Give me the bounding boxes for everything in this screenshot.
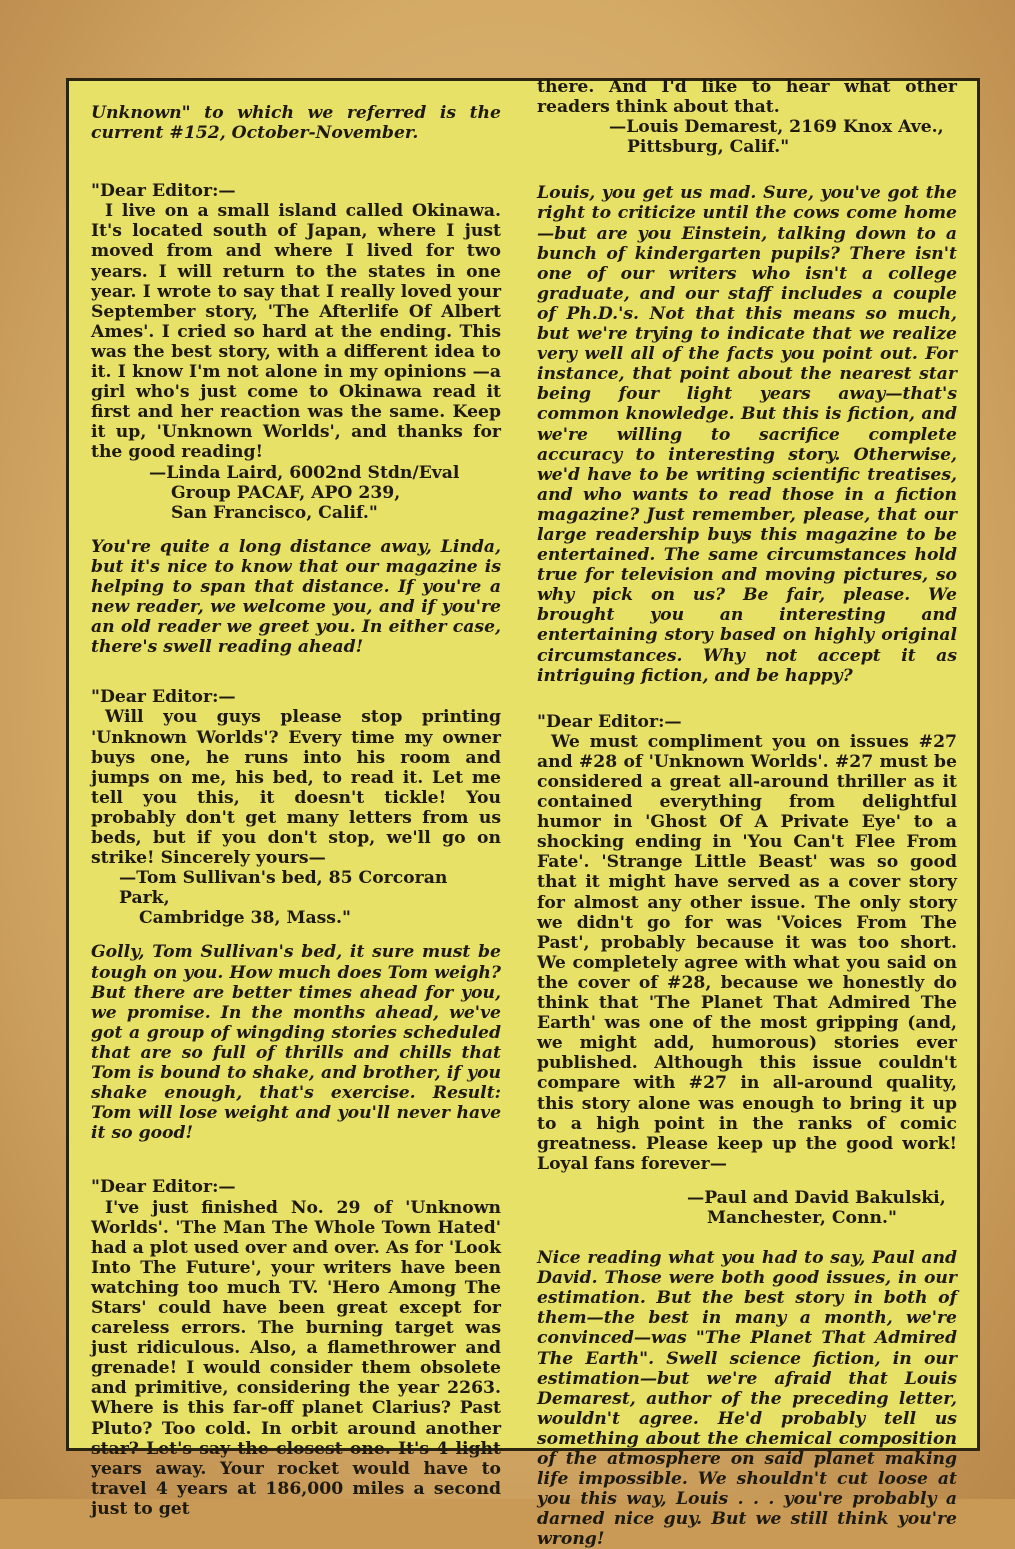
right-column — [537, 77, 957, 1549]
letter3-salutation: "Dear Editor:— — [91, 1177, 236, 1198]
letter1-sig-line1: —Linda Laird, 6002nd Stdn/Eval — [149, 462, 460, 483]
letter1-reply: You're quite a long distance away, Linda, but it's nice to know that our magazine is helping to span that distance. If you're a new reader, we welcome you, and if you're an old reader we greet you. In either case, there's swell reading ahead! — [91, 536, 501, 658]
letters-panel — [66, 77, 980, 1549]
letter4-reply: Nice reading what you had to say, Paul and David. Those were both good issues, in our estimation. But the best story in both of them—the best in many a month, we're convinced—was "The Planet That Admired The Earth". Swell science fiction, in our estimation—but we're afraid that Louis Demarest, author of the preceding letter, wouldn't agree. He'd probably tell us something about the chemical composition of the atmosphere on said planet making life impossible. We shouldn't cut loose at you this way, Louis . . . you're probably a darned nice guy. But we still think you're wrong! — [537, 1248, 957, 1549]
letter1-sig-line3: San Francisco, Calif." — [171, 502, 378, 523]
letter4-salutation: "Dear Editor:— — [537, 711, 682, 732]
letter2-salutation: "Dear Editor:— — [91, 687, 236, 708]
letter3-sig-line2: Pittsburg, Calif." — [627, 137, 790, 158]
letter3-body: I've just finished No. 29 of 'Unknown Worlds'. 'The Man The Whole Town Hated' had a plot used over and over. As for 'Look Into The Future', your writers have been watching too much TV. 'Hero Among The Stars' could have been great except for careless errors. The burning target was just ridiculous. Also, a flamethrower and grenade! I would consider them obsolete and primitive, considering the year 2263. Where is this far-off planet Clarius? Past Pluto? Too cold. In orbit around another star? Let's say the closest one. It's 4 light years away. Your rocket would have to travel 4 years at 186,000 miles a second just to get — [91, 1197, 501, 1519]
letter4-body: We must compliment you on issues #27 and #28 of 'Unknown Worlds'. #27 must be considered a great all-around thriller as it contained everything from delightful humor in 'Ghost Of A Private Eye' to a shocking ending in 'You Can't Flee From Fate'. 'Strange Little Beast' was so good that it might have served as a cover story for almost any other issue. The only story we didn't go for was 'Voices From The Past', probably because it was too short. We completely agree with what you said on the cover of #28, because we honestly do think that 'The Planet That Admired The Earth' was one of the most gripping (and, we might add, humorous) stories ever published. Although this issue couldn't compare with #27 in all-around quality, this story alone was enough to bring it up to a high point in the ranks of comic greatness. Please keep up the good work! Loyal fans forever— — [537, 731, 957, 1174]
letter2-sig-line2: Cambridge 38, Mass." — [139, 908, 351, 929]
letter1-body: I live on a small island called Okinawa. It's located south of Japan, where I just moved from and where I lived for two years. I will return to the states in one year. I wrote to say that I really loved your September story, 'The Afterlife Of Albert Ames'. I cried so hard at the ending. This was the best story, with a different idea to it. I know I'm not alone in my opinions —a girl who's just come to Okinawa read it first and her reaction was the same. Keep it up, 'Unknown Worlds', and thanks for the good reading! — [91, 201, 501, 463]
letter3-sig-line1: —Louis Demarest, 2169 Knox Ave., — [609, 117, 944, 138]
letter2-body: Will you guys please stop printing 'Unknown Worlds'? Every time my owner buys one, he runs into his room and jumps on me, his bed, to read it. Let me tell you this, it doesn't tickle! You probably don't get many letters from us beds, but if you don't stop, we'll go on strike! Sincerely yours— — [91, 707, 501, 869]
intro-reply: Unknown" to which we referred is the current #152, October-November. — [91, 103, 501, 144]
letter2-sig-line1: —Tom Sullivan's bed, 85 Corcoran Park, — [119, 868, 448, 909]
letter2-reply: Golly, Tom Sullivan's bed, it sure must be tough on you. How much does Tom weigh? But there are better times ahead for you, we promise. In the months ahead, we've got a group of wingding stories scheduled that are so full of thrills and chills that Tom is bound to shake, and brother, if you shake enough, that's exercise. Result: Tom will lose weight and you'll never have it so good! — [91, 942, 501, 1144]
left-column — [91, 103, 501, 1519]
letter1-sig-line2: Group PACAF, APO 239, — [171, 482, 401, 503]
letter4-sig-line2: Manchester, Conn." — [707, 1207, 897, 1228]
letter4-sig-line1: —Paul and David Bakulski, — [687, 1187, 946, 1208]
letter1-salutation: "Dear Editor:— — [91, 181, 236, 202]
letter3-reply: Louis, you get us mad. Sure, you've got the right to criticize until the cows come home —but are you Einstein, talking down to a bunch of kindergarten pupils? There isn't one of our writers who isn't a college graduate, and our staff includes a couple of Ph.D.'s. Not that this means so much, but we're trying to indicate that we realize very well all of the facts you point out. For instance, that point about the nearest star being four light years away—that's common knowledge. But this is fiction, and we're willing to sacrifice complete accuracy to interesting story. Otherwise, we'd have to be writing scientific treatises, and who wants to read those in a fiction magazine? Just remember, please, that our large readership buys this magazine to be entertained. The same circumstances hold true for television and moving pictures, so why pick on us? Be fair, please. We brought you an interesting and entertaining story based on highly original circumstances. Why not accept it as intriguing fiction, and be happy? — [537, 183, 957, 686]
letter3-continued: there. And I'd like to hear what other readers think about that. — [537, 77, 957, 118]
